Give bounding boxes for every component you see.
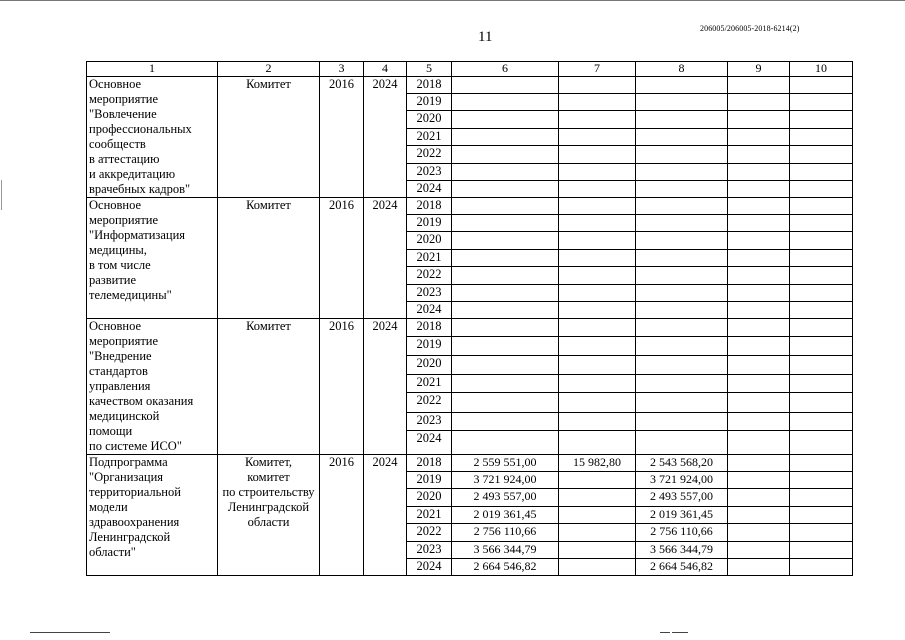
- federal-amount-cell: [559, 267, 636, 285]
- other-amount-cell: [790, 215, 853, 232]
- other-amount-cell: [790, 302, 853, 319]
- federal-amount-cell: [559, 412, 636, 430]
- municipal-amount-cell: [728, 111, 790, 129]
- other-amount-cell: [790, 94, 853, 111]
- regional-amount-cell: [636, 250, 728, 267]
- other-amount-cell: [790, 146, 853, 164]
- total-amount-cell: [452, 181, 559, 198]
- header-cell: 7: [559, 62, 636, 77]
- municipal-amount-cell: [728, 129, 790, 146]
- header-cell: 3: [320, 62, 364, 77]
- regional-amount-cell: 3 721 924,00: [636, 472, 728, 489]
- executor-cell: Комитет, комитет по строительству Ленинградской области: [218, 455, 320, 576]
- regional-amount-cell: [636, 111, 728, 129]
- year-cell: 2018: [407, 455, 452, 472]
- year-cell: 2022: [407, 524, 452, 542]
- total-amount-cell: [452, 412, 559, 430]
- municipal-amount-cell: [728, 302, 790, 319]
- document-code: 206005/206005-2018-6214(2): [700, 24, 800, 33]
- federal-amount-cell: [559, 164, 636, 181]
- year-cell: 2021: [407, 375, 452, 393]
- regional-amount-cell: [636, 412, 728, 430]
- year-cell: 2019: [407, 94, 452, 111]
- federal-amount-cell: [559, 111, 636, 129]
- executor-cell: Комитет: [218, 319, 320, 455]
- municipal-amount-cell: [728, 489, 790, 507]
- total-amount-cell: [452, 129, 559, 146]
- total-amount-cell: 2 664 546,82: [452, 559, 559, 576]
- year-cell: 2024: [407, 431, 452, 455]
- other-amount-cell: [790, 319, 853, 337]
- total-amount-cell: [452, 393, 559, 412]
- total-amount-cell: [452, 285, 559, 302]
- year-cell: 2020: [407, 355, 452, 374]
- total-amount-cell: 2 493 557,00: [452, 489, 559, 507]
- regional-amount-cell: [636, 215, 728, 232]
- federal-amount-cell: [559, 146, 636, 164]
- regional-amount-cell: [636, 198, 728, 215]
- federal-amount-cell: [559, 94, 636, 111]
- federal-amount-cell: [559, 507, 636, 524]
- regional-amount-cell: [636, 129, 728, 146]
- year-cell: 2018: [407, 77, 452, 94]
- end-year-cell: 2024: [364, 455, 407, 576]
- end-year-cell: 2024: [364, 198, 407, 319]
- municipal-amount-cell: [728, 472, 790, 489]
- total-amount-cell: [452, 302, 559, 319]
- regional-amount-cell: [636, 337, 728, 355]
- year-cell: 2022: [407, 146, 452, 164]
- regional-amount-cell: [636, 94, 728, 111]
- total-amount-cell: [452, 94, 559, 111]
- federal-amount-cell: [559, 375, 636, 393]
- other-amount-cell: [790, 181, 853, 198]
- municipal-amount-cell: [728, 94, 790, 111]
- total-amount-cell: [452, 111, 559, 129]
- municipal-amount-cell: [728, 524, 790, 542]
- other-amount-cell: [790, 393, 853, 412]
- other-amount-cell: [790, 77, 853, 94]
- federal-amount-cell: [559, 198, 636, 215]
- federal-amount-cell: [559, 181, 636, 198]
- regional-amount-cell: [636, 285, 728, 302]
- municipal-amount-cell: [728, 455, 790, 472]
- year-cell: 2022: [407, 393, 452, 412]
- total-amount-cell: [452, 215, 559, 232]
- regional-amount-cell: [636, 267, 728, 285]
- municipal-amount-cell: [728, 375, 790, 393]
- federal-amount-cell: 15 982,80: [559, 455, 636, 472]
- total-amount-cell: [452, 146, 559, 164]
- municipal-amount-cell: [728, 146, 790, 164]
- total-amount-cell: [452, 337, 559, 355]
- regional-amount-cell: 2 493 557,00: [636, 489, 728, 507]
- municipal-amount-cell: [728, 319, 790, 337]
- page-number: 11: [478, 29, 493, 45]
- header-cell: 2: [218, 62, 320, 77]
- year-cell: 2018: [407, 319, 452, 337]
- program-table: [86, 61, 853, 576]
- regional-amount-cell: [636, 302, 728, 319]
- regional-amount-cell: 2 019 361,45: [636, 507, 728, 524]
- federal-amount-cell: [559, 472, 636, 489]
- other-amount-cell: [790, 472, 853, 489]
- year-cell: 2024: [407, 559, 452, 576]
- regional-amount-cell: [636, 146, 728, 164]
- municipal-amount-cell: [728, 232, 790, 250]
- federal-amount-cell: [559, 337, 636, 355]
- year-cell: 2021: [407, 507, 452, 524]
- municipal-amount-cell: [728, 507, 790, 524]
- scan-edge-mark: [1, 180, 2, 210]
- total-amount-cell: 2 559 551,00: [452, 455, 559, 472]
- header-cell: 1: [87, 62, 218, 77]
- activity-name-cell: Основное мероприятие "Информатизация медицины, в том числе развитие телемедицины": [87, 198, 218, 319]
- federal-amount-cell: [559, 250, 636, 267]
- regional-amount-cell: [636, 319, 728, 337]
- other-amount-cell: [790, 489, 853, 507]
- year-cell: 2022: [407, 267, 452, 285]
- other-amount-cell: [790, 111, 853, 129]
- municipal-amount-cell: [728, 393, 790, 412]
- footer-line: [30, 632, 110, 633]
- regional-amount-cell: [636, 431, 728, 455]
- federal-amount-cell: [559, 393, 636, 412]
- municipal-amount-cell: [728, 250, 790, 267]
- federal-amount-cell: [559, 355, 636, 374]
- end-year-cell: 2024: [364, 77, 407, 198]
- other-amount-cell: [790, 129, 853, 146]
- regional-amount-cell: 2 664 546,82: [636, 559, 728, 576]
- other-amount-cell: [790, 267, 853, 285]
- federal-amount-cell: [559, 129, 636, 146]
- other-amount-cell: [790, 412, 853, 430]
- end-year-cell: 2024: [364, 319, 407, 455]
- footer-mark: [660, 632, 670, 633]
- other-amount-cell: [790, 250, 853, 267]
- year-cell: 2023: [407, 542, 452, 559]
- year-cell: 2018: [407, 198, 452, 215]
- executor-cell: Комитет: [218, 77, 320, 198]
- header-cell: 8: [636, 62, 728, 77]
- year-cell: 2020: [407, 111, 452, 129]
- regional-amount-cell: 3 566 344,79: [636, 542, 728, 559]
- other-amount-cell: [790, 524, 853, 542]
- year-cell: 2024: [407, 181, 452, 198]
- total-amount-cell: [452, 198, 559, 215]
- regional-amount-cell: [636, 77, 728, 94]
- federal-amount-cell: [559, 559, 636, 576]
- other-amount-cell: [790, 375, 853, 393]
- year-cell: 2021: [407, 250, 452, 267]
- municipal-amount-cell: [728, 267, 790, 285]
- federal-amount-cell: [559, 489, 636, 507]
- year-cell: 2023: [407, 164, 452, 181]
- regional-amount-cell: [636, 393, 728, 412]
- regional-amount-cell: [636, 232, 728, 250]
- other-amount-cell: [790, 542, 853, 559]
- federal-amount-cell: [559, 302, 636, 319]
- federal-amount-cell: [559, 232, 636, 250]
- regional-amount-cell: [636, 164, 728, 181]
- federal-amount-cell: [559, 77, 636, 94]
- municipal-amount-cell: [728, 337, 790, 355]
- federal-amount-cell: [559, 431, 636, 455]
- other-amount-cell: [790, 285, 853, 302]
- municipal-amount-cell: [728, 412, 790, 430]
- start-year-cell: 2016: [320, 319, 364, 455]
- federal-amount-cell: [559, 319, 636, 337]
- total-amount-cell: 3 721 924,00: [452, 472, 559, 489]
- total-amount-cell: 2 756 110,66: [452, 524, 559, 542]
- year-cell: 2021: [407, 129, 452, 146]
- regional-amount-cell: 2 756 110,66: [636, 524, 728, 542]
- other-amount-cell: [790, 164, 853, 181]
- table-row: [87, 77, 853, 94]
- header-cell: 5: [407, 62, 452, 77]
- regional-amount-cell: [636, 181, 728, 198]
- total-amount-cell: 2 019 361,45: [452, 507, 559, 524]
- total-amount-cell: [452, 431, 559, 455]
- total-amount-cell: 3 566 344,79: [452, 542, 559, 559]
- year-cell: 2020: [407, 232, 452, 250]
- municipal-amount-cell: [728, 355, 790, 374]
- top-border-line: [0, 0, 905, 1]
- start-year-cell: 2016: [320, 77, 364, 198]
- municipal-amount-cell: [728, 198, 790, 215]
- total-amount-cell: [452, 164, 559, 181]
- year-cell: 2020: [407, 489, 452, 507]
- header-cell: 4: [364, 62, 407, 77]
- year-cell: 2024: [407, 302, 452, 319]
- municipal-amount-cell: [728, 285, 790, 302]
- header-cell: 10: [790, 62, 853, 77]
- executor-cell: Комитет: [218, 198, 320, 319]
- total-amount-cell: [452, 267, 559, 285]
- year-cell: 2019: [407, 472, 452, 489]
- total-amount-cell: [452, 232, 559, 250]
- federal-amount-cell: [559, 524, 636, 542]
- other-amount-cell: [790, 232, 853, 250]
- header-cell: 6: [452, 62, 559, 77]
- federal-amount-cell: [559, 285, 636, 302]
- year-cell: 2023: [407, 412, 452, 430]
- activity-name-cell: Подпрограмма "Организация территориальной модели здравоохранения Ленинградской области": [87, 455, 218, 576]
- column-number-row: [87, 62, 853, 77]
- municipal-amount-cell: [728, 215, 790, 232]
- municipal-amount-cell: [728, 542, 790, 559]
- table-row: [87, 198, 853, 215]
- total-amount-cell: [452, 250, 559, 267]
- federal-amount-cell: [559, 215, 636, 232]
- total-amount-cell: [452, 355, 559, 374]
- municipal-amount-cell: [728, 77, 790, 94]
- municipal-amount-cell: [728, 431, 790, 455]
- other-amount-cell: [790, 455, 853, 472]
- other-amount-cell: [790, 559, 853, 576]
- other-amount-cell: [790, 431, 853, 455]
- year-cell: 2019: [407, 337, 452, 355]
- total-amount-cell: [452, 375, 559, 393]
- regional-amount-cell: 2 543 568,20: [636, 455, 728, 472]
- other-amount-cell: [790, 507, 853, 524]
- activity-name-cell: Основное мероприятие "Вовлечение профессиональных сообществ в аттестацию и аккредитацию врачебных кадров": [87, 77, 218, 198]
- start-year-cell: 2016: [320, 198, 364, 319]
- total-amount-cell: [452, 319, 559, 337]
- start-year-cell: 2016: [320, 455, 364, 576]
- municipal-amount-cell: [728, 181, 790, 198]
- total-amount-cell: [452, 77, 559, 94]
- federal-amount-cell: [559, 542, 636, 559]
- year-cell: 2023: [407, 285, 452, 302]
- municipal-amount-cell: [728, 164, 790, 181]
- other-amount-cell: [790, 355, 853, 374]
- header-cell: 9: [728, 62, 790, 77]
- municipal-amount-cell: [728, 559, 790, 576]
- footer-mark: [672, 632, 688, 633]
- regional-amount-cell: [636, 355, 728, 374]
- other-amount-cell: [790, 337, 853, 355]
- year-cell: 2019: [407, 215, 452, 232]
- activity-name-cell: Основное мероприятие "Внедрение стандартов управления качеством оказания медицинской помощи по системе ИСО": [87, 319, 218, 455]
- table-row: [87, 455, 853, 472]
- other-amount-cell: [790, 198, 853, 215]
- table-row: [87, 319, 853, 337]
- regional-amount-cell: [636, 375, 728, 393]
